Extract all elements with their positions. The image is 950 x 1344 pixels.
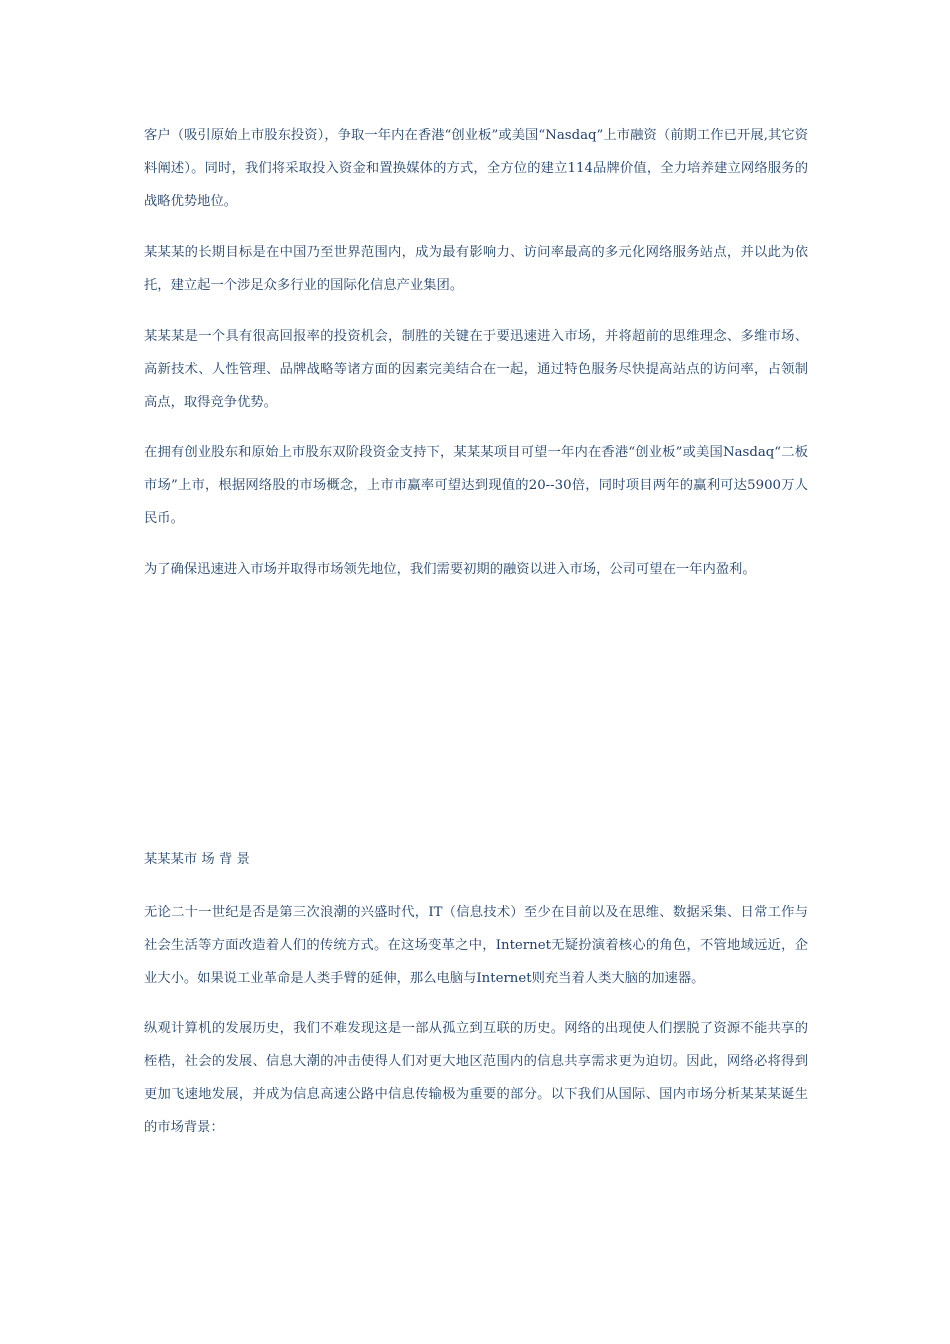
paragraph-it-revolution: 无论二十一世纪是否是第三次浪潮的兴盛时代，IT（信息技术）至少在目前以及在思维、数据采集、日常工作与社会生活等方面改造着人们的传统方式。在这场变革之中，Internet无疑扮演着核心的角色，不管地域远近，企业大小。如果说工业革命是人类手臂的延伸，那么电脑与Internet则充当着人类大脑的加速器。 <box>144 905 808 986</box>
paragraph-network-history: 纵观计算机的发展历史，我们不难发现这是一部从孤立到互联的历史。网络的出现使人们摆脱了资源不能共享的桎梏，社会的发展、信息大潮的冲击使得人们对更大地区范围内的信息共享需求更为迫切。因此，网络必将得到更加飞速地发展，并成为信息高速公路中信息传输极为重要的部分。以下我们从国际、国内市场分析某某某诞生的市场背景： <box>144 1021 808 1135</box>
paragraph-listing-plan: 客户（吸引原始上市股东投资），争取一年内在香港“创业板”或美国“Nasdaq”上市融资（前期工作已开展,其它资料阐述）。同时，我们将采取投入资金和置换媒体的方式，全方位的建立114品牌价值，全力培养建立网络服务的战略优势地位。 <box>144 128 808 209</box>
paragraph-initial-financing: 为了确保迅速进入市场并取得市场领先地位，我们需要初期的融资以进入市场，公司可望在一年内盈利。 <box>144 562 756 577</box>
paragraph-funding-support: 在拥有创业股东和原始上市股东双阶段资金支持下，某某某项目可望一年内在香港“创业板”或美国Nasdaq“二板市场”上市，根据网络股的市场概念，上市市赢率可望达到现值的20--30倍，同时项目两年的赢利可达5900万人民币。 <box>144 445 808 526</box>
section-heading-market-background: 某某某市 场 背 景 <box>144 852 250 867</box>
paragraph-investment-opportunity: 某某某是一个具有很高回报率的投资机会，制胜的关键在于要迅速进入市场，并将超前的思维理念、多维市场、高新技术、人性管理、品牌战略等诸方面的因素完美结合在一起，通过特色服务尽快提高站点的访问率，占领制高点，取得竞争优势。 <box>144 329 808 410</box>
paragraph-long-term-goal: 某某某的长期目标是在中国乃至世界范围内，成为最有影响力、访问率最高的多元化网络服务站点，并以此为依托，建立起一个涉足众多行业的国际化信息产业集团。 <box>144 245 808 293</box>
